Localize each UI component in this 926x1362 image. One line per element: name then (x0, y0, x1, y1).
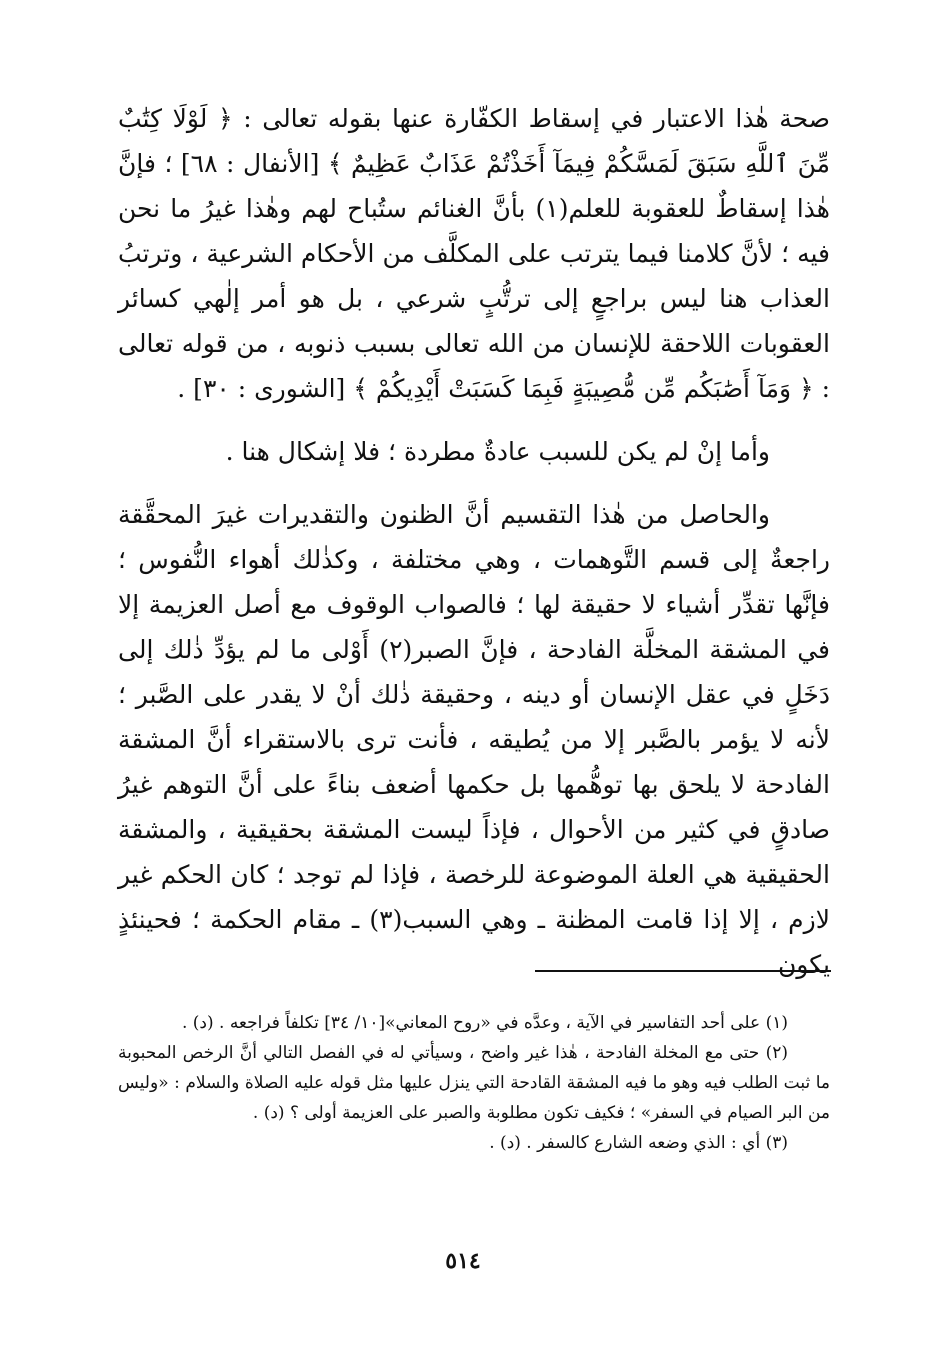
paragraph-1: صحة هٰذا الاعتبار في إسقاط الكفّارة عنها بقوله تعالى : ﴿ لَوْلَا كِتَٰبٌ مِّنَ ٱللَّهِ سَبَقَ لَمَسَّكُمْ فِيمَآ أَخَذْتُمْ عَذَابٌ عَظِيمٌ ﴾ [الأنفال : ٦٨] ؛ فإنَّ هٰذا إسقاطٌ للعقوبة للعلم(١) بأنَّ الغنائم ستُباح لهم وهٰذا غيرُ ما نحن فيه ؛ لأنَّ كلامنا فيما يترتب على المكلَّف من الأحكام الشرعية ، وترتبُ العذاب هنا ليس براجعٍ إلى ترتُّبٍ شرعي ، بل هو أمر إلٰهي كسائر العقوبات اللاحقة للإنسان من الله تعالى بسبب ذنوبه ، من قوله تعالى : ﴿ وَمَآ أَصَٰبَكُم مِّن مُّصِيبَةٍ فَبِمَا كَسَبَتْ أَيْدِيكُمْ ﴾ [الشورى : ٣٠] . (118, 104, 830, 403)
footnote-1: (١) على أحد التفاسير في الآية ، وعدَّه في «روح المعاني»[١٠/ ٣٤] تكلفاً فراجعه . (د) . (181, 1013, 788, 1033)
paragraph-2: وأما إنْ لم يكن للسبب عادةٌ مطردة ؛ فلا إشكال هنا . (225, 437, 770, 466)
main-text (118, 96, 830, 987)
footnotes (118, 1008, 830, 1158)
paragraph-3: والحاصل من هٰذا التقسيم أنَّ الظنون والتقديرات غيرَ المحقَّقة راجعةٌ إلى قسم التَّوهمات ، وهي مختلفة ، وكذٰلك أهواء النُّفوس ؛ فإنَّها تقدِّر أشياء لا حقيقة لها ؛ فالصواب الوقوف مع أصل العزيمة إلا في المشقة المخلَّة الفادحة ، فإنَّ الصبر(٢) أَوْلى ما لم يؤدِّ ذٰلك إلى دَخَلٍ في عقل الإنسان أو دينه ، وحقيقة ذٰلك أنْ لا يقدر على الصَّبر ؛ لأنه لا يؤمر بالصَّبر إلا من يُطيقه ، فأنت ترى بالاستقراء أنَّ المشقة الفادحة لا يلحق بها توهُّمها بل حكمها أضعف بناءً على أنَّ التوهم غيرُ صادقٍ في كثير من الأحوال ، فإذاً ليست المشقة بحقيقية ، والمشقة الحقيقية هي العلة الموضوعة للرخصة ، فإذا لم توجد ؛ كان الحكم غير لازم ، إلا إذا قامت المظنة ـ وهي السبب(٣) ـ مقام الحكمة ؛ فحينئذٍ يكون (118, 500, 830, 979)
footnote-3: (٣) أي : الذي وضعه الشارع كالسفر . (د) . (489, 1133, 788, 1153)
footnote-2: (٢) حتى مع المخلة الفادحة ، هٰذا غير واضح ، وسيأتي له في الفصل التالي أنَّ الرخص المحبوبة ما ثبت الطلب فيه وهو ما فيه المشقة القادحة التي ينزل عليها مثل قوله عليه الصلاة والسلام : «وليس من البر الصيام في السفر» ؛ فكيف تكون مطلوبة والصبر على العزيمة أولى ؟ (د) . (118, 1043, 830, 1123)
footnote-separator (535, 970, 831, 972)
page-number: ٥١٤ (445, 1248, 481, 1274)
